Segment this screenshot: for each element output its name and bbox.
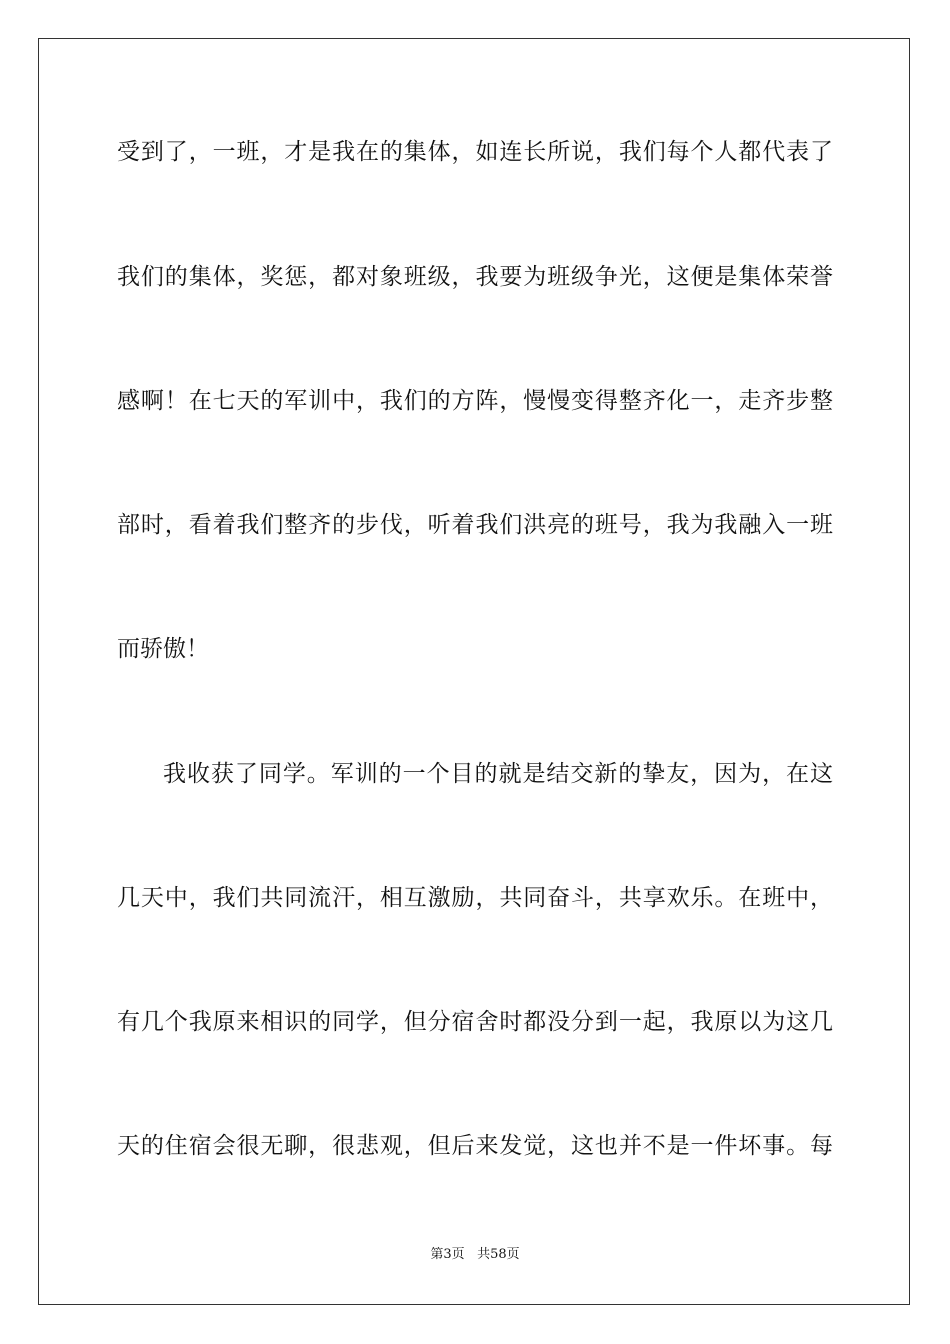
text-line: 感啊！在七天的军训中，我们的方阵，慢慢变得整齐化一，走齐步整 — [117, 388, 833, 414]
text-line: 几天中，我们共同流汗，相互激励，共同奋斗，共享欢乐。在班中， — [117, 885, 833, 911]
page-border — [38, 38, 910, 1305]
text-line: 有几个我原来相识的同学，但分宿舍时都没分到一起，我原以为这几 — [117, 1009, 833, 1035]
text-line: 我们的集体，奖惩，都对象班级，我要为班级争光，这便是集体荣誉 — [117, 264, 833, 290]
text-line: 而骄傲！ — [117, 636, 209, 662]
page-footer — [0, 1246, 950, 1264]
text-line: 我收获了同学。军训的一个目的就是结交新的挚友，因为，在这 — [163, 761, 833, 787]
text-line: 部时，看着我们整齐的步伐，听着我们洪亮的班号，我为我融入一班 — [117, 512, 833, 538]
page-number: 第3页 — [430, 1247, 465, 1262]
page-total: 共58页 — [477, 1247, 520, 1262]
text-line: 受到了，一班，才是我在的集体，如连长所说，我们每个人都代表了 — [117, 139, 833, 165]
text-line: 天的住宿会很无聊，很悲观，但后来发觉，这也并不是一件坏事。每 — [117, 1133, 833, 1159]
